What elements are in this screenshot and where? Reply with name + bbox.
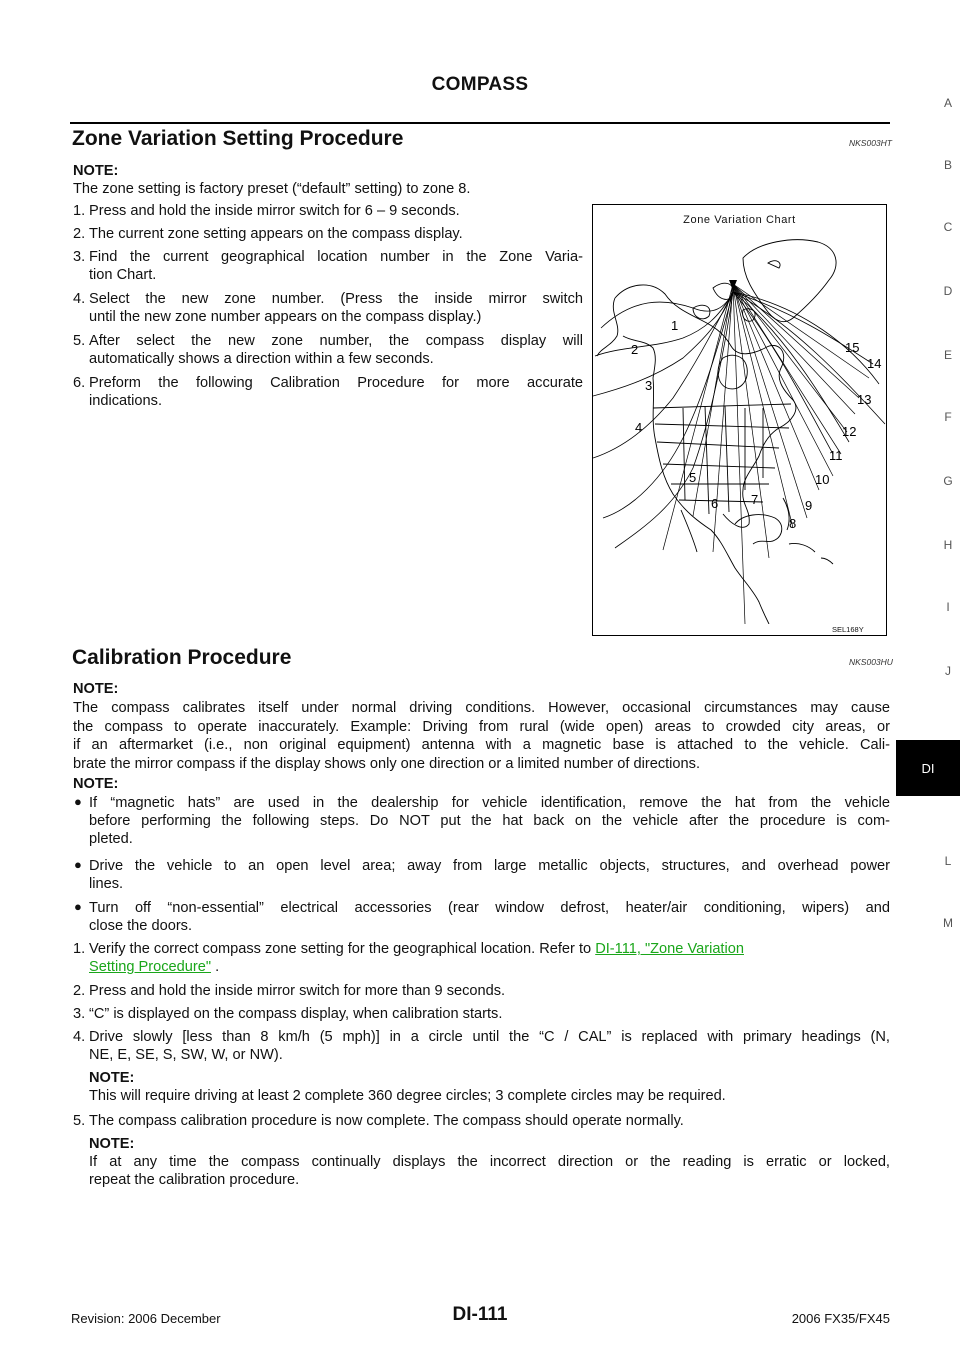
list-item: 1. Verify the correct compass zone setting for the geographical location. Refer to DI-111, "Zone Variation Setting Procedure" . <box>73 941 744 975</box>
zone-label: 5 <box>689 470 697 485</box>
side-tab-j[interactable]: J <box>945 664 951 678</box>
side-tab-b[interactable]: B <box>943 158 952 172</box>
zone-label: 2 <box>631 342 639 357</box>
side-tab-m[interactable]: M <box>943 916 953 930</box>
note-label: NOTE: <box>89 1070 135 1086</box>
list-item: 5. The compass calibration procedure is now complete. The compass should operate normally. NOTE: If at any time the compass continually displays the incorrect direction or the reading is erratic or locked, repeat the calibration procedure. <box>73 1113 890 1188</box>
list-item: ● Drive the vehicle to an open level area; away from large metallic objects, structures, and overhead power lines. <box>74 857 890 892</box>
zone-label: 14 <box>867 356 882 371</box>
note-label: NOTE: <box>73 163 119 179</box>
list-item: 5. After select the new zone number, the compass display will automatically shows a direction within a few seconds. <box>73 333 583 367</box>
side-tab-c[interactable]: C <box>943 220 953 234</box>
section-heading-zone-variation: Zone Variation Setting Procedure <box>72 127 404 150</box>
chart-title: Zone Variation Chart <box>683 214 796 226</box>
zone-label: 8 <box>789 516 797 531</box>
zone-steps-list <box>73 202 583 416</box>
section-heading-calibration: Calibration Procedure <box>72 646 292 669</box>
side-tab-e[interactable]: E <box>943 348 952 362</box>
list-item: 4. Drive slowly [less than 8 km/h (5 mph)] in a circle until the “C / CAL” is replaced with primary headings (N, NE, E, SE, S, SW, W, or NW). NOTE: This will require driving at least 2 complete 360 degree circles; 3 complete circles may be required. <box>73 1029 890 1104</box>
section-code: NKS003HT <box>849 138 892 148</box>
side-tab-i[interactable]: I <box>946 600 950 614</box>
note-label: NOTE: <box>73 681 119 697</box>
zone-label: 9 <box>805 498 813 513</box>
zone-variation-map <box>593 228 886 624</box>
note-label: NOTE: <box>89 1136 135 1152</box>
zone-label: 7 <box>751 492 759 507</box>
list-item: 2. The current zone setting appears on the compass display. <box>73 226 463 242</box>
list-item: ● Turn off “non-essential” electrical accessories (rear window defrost, heater/air conditioning, wipers) and close the doors. <box>74 899 890 934</box>
zone-label: 12 <box>842 424 857 439</box>
bullet-icon: ● <box>74 899 82 914</box>
side-tab-f[interactable]: F <box>944 410 952 424</box>
zone-label: 11 <box>829 448 843 463</box>
list-item: 3. Find the current geographical location number in the Zone Varia- tion Chart. <box>73 249 583 283</box>
page-header-title: COMPASS <box>431 74 529 95</box>
calibration-note-paragraph: The compass calibrates itself under normal driving conditions. However, occasional circumstances may cause the compass to operate inaccurately. Example: Driving from rural (wide open) areas to crowded city areas, or if an aftermarket (i.e., non original equipment) antenna with a magnetic base is attached to the vehicle. Cali- brate the mirror compass if the display shows only one direction or a limited number of directions. <box>73 700 890 772</box>
side-tab-l[interactable]: L <box>944 854 952 868</box>
list-item: 4. Select the new zone number. (Press the inside mirror switch until the new zone number appears on the compass display.) <box>73 291 583 325</box>
list-item: 3. “C” is displayed on the compass display, when calibration starts. <box>73 1006 503 1022</box>
bullet-icon: ● <box>74 857 82 872</box>
side-tab-a[interactable]: A <box>943 96 952 110</box>
page-number: DI-111 <box>452 1304 508 1325</box>
side-tab-d[interactable]: D <box>943 284 953 298</box>
side-tab-h[interactable]: H <box>943 538 953 552</box>
zone-variation-link[interactable]: DI-111, "Zone Variation <box>595 941 744 957</box>
footer-revision: Revision: 2006 December <box>71 1311 221 1326</box>
zone-label: 6 <box>711 496 719 511</box>
header-rule <box>70 122 890 124</box>
list-item: ● If “magnetic hats” are used in the dealership for vehicle identification, remove the hat from the vehicle before performing the following steps. Do NOT put the hat back on the vehicle after the procedure is com- pleted. <box>74 794 890 847</box>
bullet-icon: ● <box>74 794 82 809</box>
setting-procedure-link[interactable]: Setting Procedure" <box>89 959 212 975</box>
figure-code: SEL168Y <box>832 625 864 634</box>
side-tab-g[interactable]: G <box>943 474 953 488</box>
zone-label: 15 <box>845 340 860 355</box>
list-item: 6. Preform the following Calibration Procedure for more accurate indications. <box>73 375 583 409</box>
list-item: 2. Press and hold the inside mirror switch for more than 9 seconds. <box>73 983 506 999</box>
note-text: The zone setting is factory preset (“default” setting) to zone 8. <box>73 181 471 197</box>
zone-label: 4 <box>635 420 643 435</box>
list-item: 1. Press and hold the inside mirror switch for 6 – 9 seconds. <box>73 203 460 219</box>
footer-model: 2006 FX35/FX45 <box>791 1311 890 1326</box>
side-tab-di-active[interactable]: DI <box>896 740 960 796</box>
note-label: NOTE: <box>73 776 119 792</box>
zone-label: 10 <box>815 472 830 487</box>
zone-label: 1 <box>671 318 679 333</box>
zone-label: 3 <box>645 378 653 393</box>
zone-label: 13 <box>857 392 872 407</box>
section-code: NKS003HU <box>849 657 893 667</box>
